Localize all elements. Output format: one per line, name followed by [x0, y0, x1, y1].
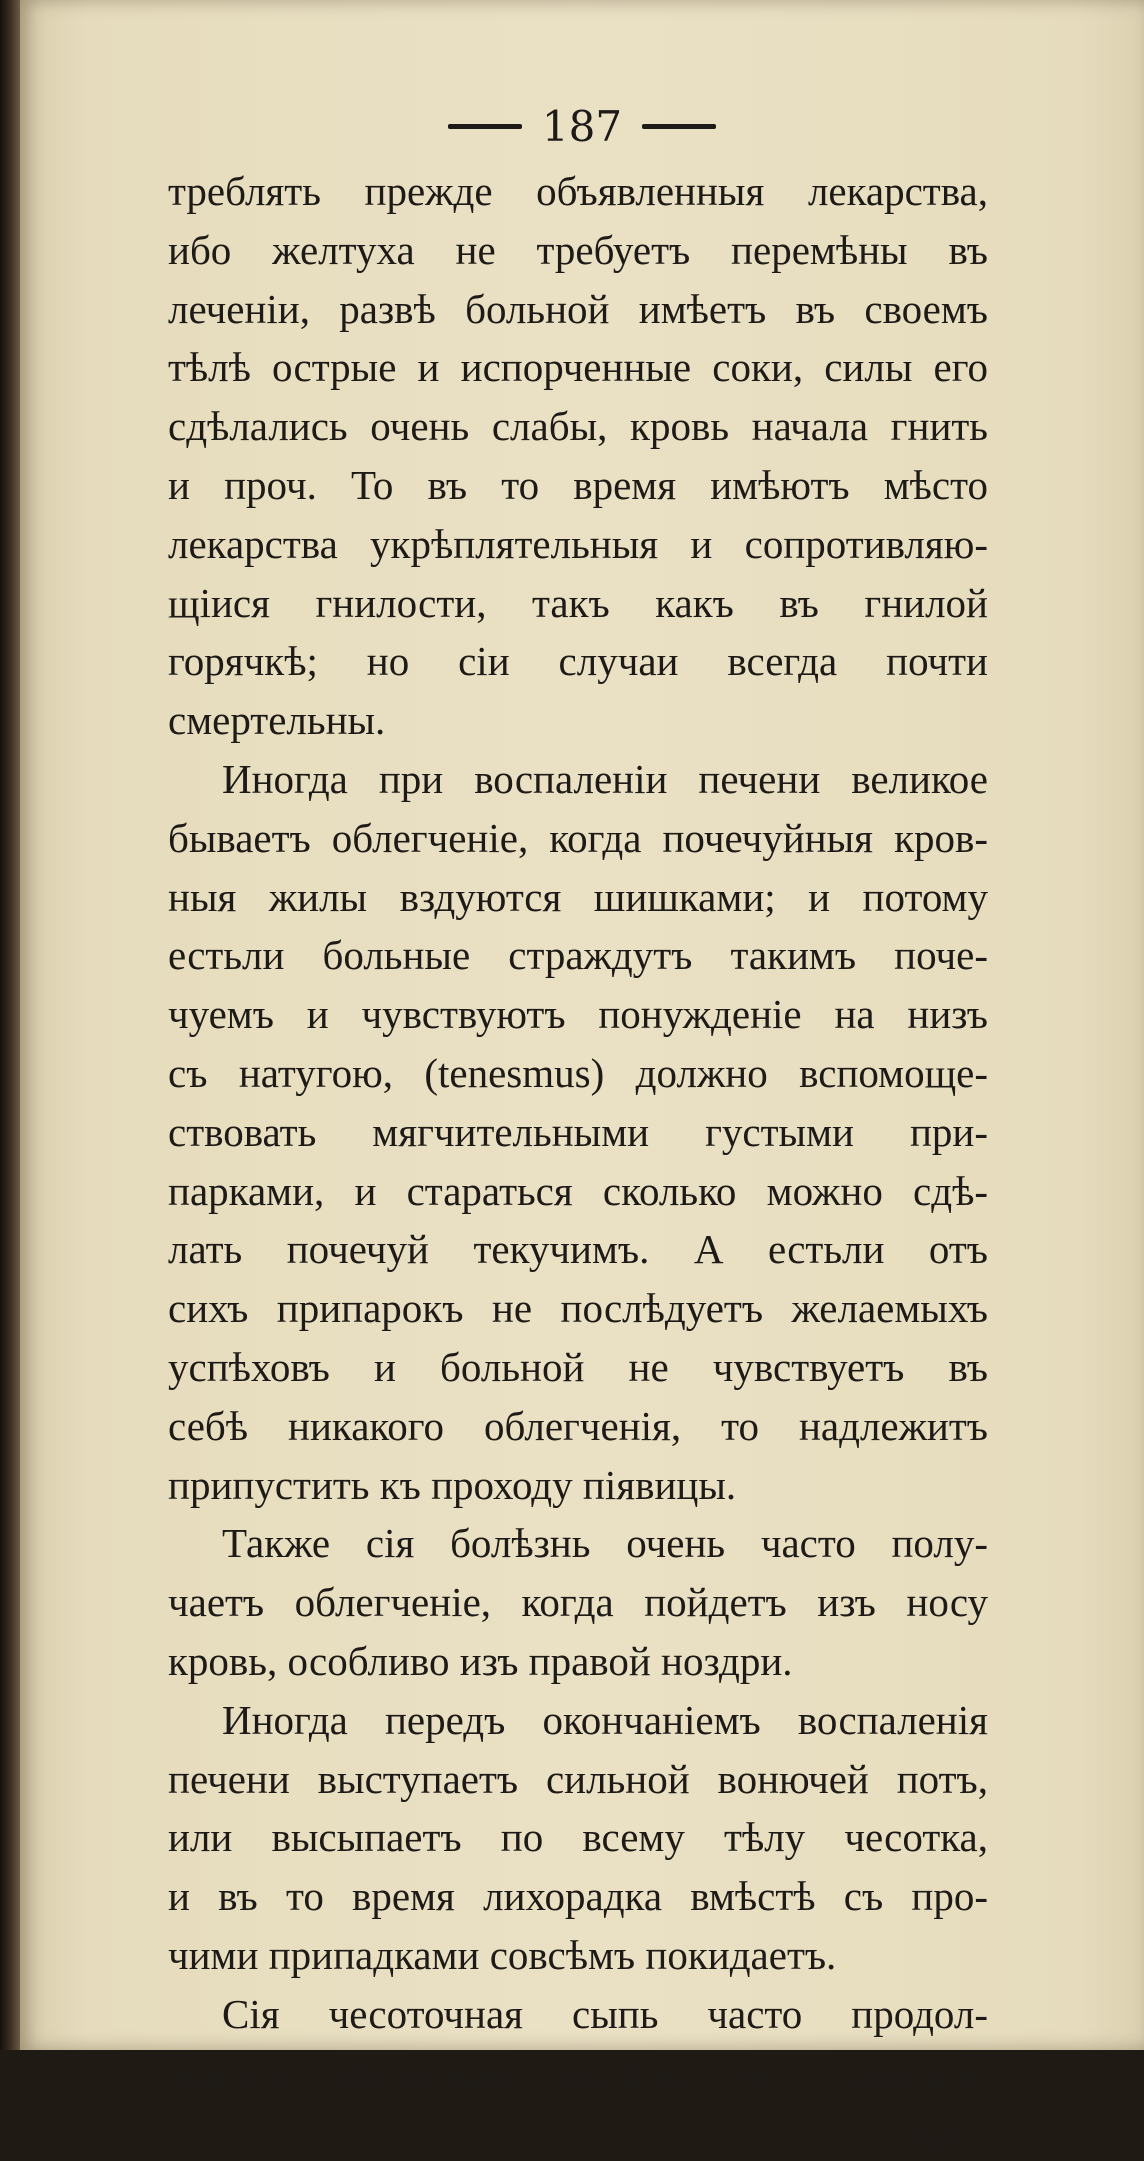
text-line: треблять прежде объявленныя лекарства,	[168, 168, 988, 214]
text-line: естьли больные страждутъ такимъ поче-	[168, 932, 988, 979]
book-spine-edge	[0, 0, 20, 2050]
text-line: и проч. То въ то время имѣютъ мѣсто	[168, 461, 988, 508]
text-line: успѣховъ и больной не чувствуетъ въ	[168, 1343, 988, 1390]
text-line: сихъ припарокъ не послѣдуетъ желаемыхъ	[168, 1285, 988, 1332]
text-line: лекарства укрѣплятельныя и сопротивляю-	[168, 520, 988, 567]
page-number: 187	[541, 101, 623, 151]
text-line: чуемъ и чувствуютъ понужденіе на низъ	[168, 991, 988, 1038]
text-line: сдѣлались очень слабы, кровь начала гнить	[168, 403, 988, 450]
text-line: смертельны.	[168, 697, 386, 744]
text-line: съ натугою, (tenesmus) должно вспомоще-	[168, 1049, 988, 1096]
header-rule-left	[448, 124, 522, 129]
text-line: горячкѣ; но сіи случаи всегда почти	[168, 638, 988, 685]
text-line: Иногда при воспаленіи печени великое	[222, 755, 988, 802]
catchword: кро-	[913, 2108, 988, 2155]
text-line: чаетъ облегченіе, когда пойдетъ изъ носу	[168, 1579, 988, 1626]
text-line: тѣлѣ острые и испорченные соки, силы его	[168, 344, 988, 391]
text-line: бываетъ облегченіе, когда почечуйныя кров-	[168, 814, 988, 861]
text-line: Иногда передъ окончаніемъ воспаленія	[222, 1696, 988, 1743]
text-line: щіися гнилости, такъ какъ въ гнилой	[168, 579, 988, 626]
text-line: припустить къ проходу піявицы.	[168, 1461, 737, 1508]
text-line: и въ то время лихорадка вмѣстѣ съ про-	[168, 1873, 988, 1920]
book-page	[20, 0, 1144, 2155]
text-line: парками, и стараться сколько можно сдѣ-	[168, 1167, 988, 1214]
text-line: ствовать мягчительными густыми при-	[168, 1108, 988, 1155]
text-line: или высыпаетъ по всему тѣлу чесотка,	[168, 1814, 988, 1861]
text-line: лать почечуй текучимъ. А естьли отъ	[168, 1226, 988, 1273]
text-line: Сія чесоточная сыпь часто продол-	[222, 1990, 988, 2037]
text-line: жается нѣсколько недѣль, но помощію	[168, 2049, 988, 2096]
text-line: Также сія болѣзнь очень часто полу-	[222, 1520, 988, 1567]
text-line: ибо желтуха не требуетъ перемѣны въ	[168, 226, 988, 273]
body-text	[168, 162, 988, 2161]
text-line: кровь, особливо изъ правой ноздри.	[168, 1637, 793, 1684]
header-rule-right	[642, 124, 716, 129]
page-header	[20, 96, 1144, 156]
text-line: чими припадками совсѣмъ покидаетъ.	[168, 1931, 837, 1978]
text-line: ныя жилы вздуются шишками; и потому	[168, 873, 988, 920]
text-line: себѣ никакого облегченія, то надлежитъ	[168, 1402, 988, 1449]
text-line: леченіи, развѣ больной имѣетъ въ своемъ	[168, 285, 988, 332]
text-line: печени выступаетъ сильной вонючей потъ,	[168, 1755, 988, 1802]
